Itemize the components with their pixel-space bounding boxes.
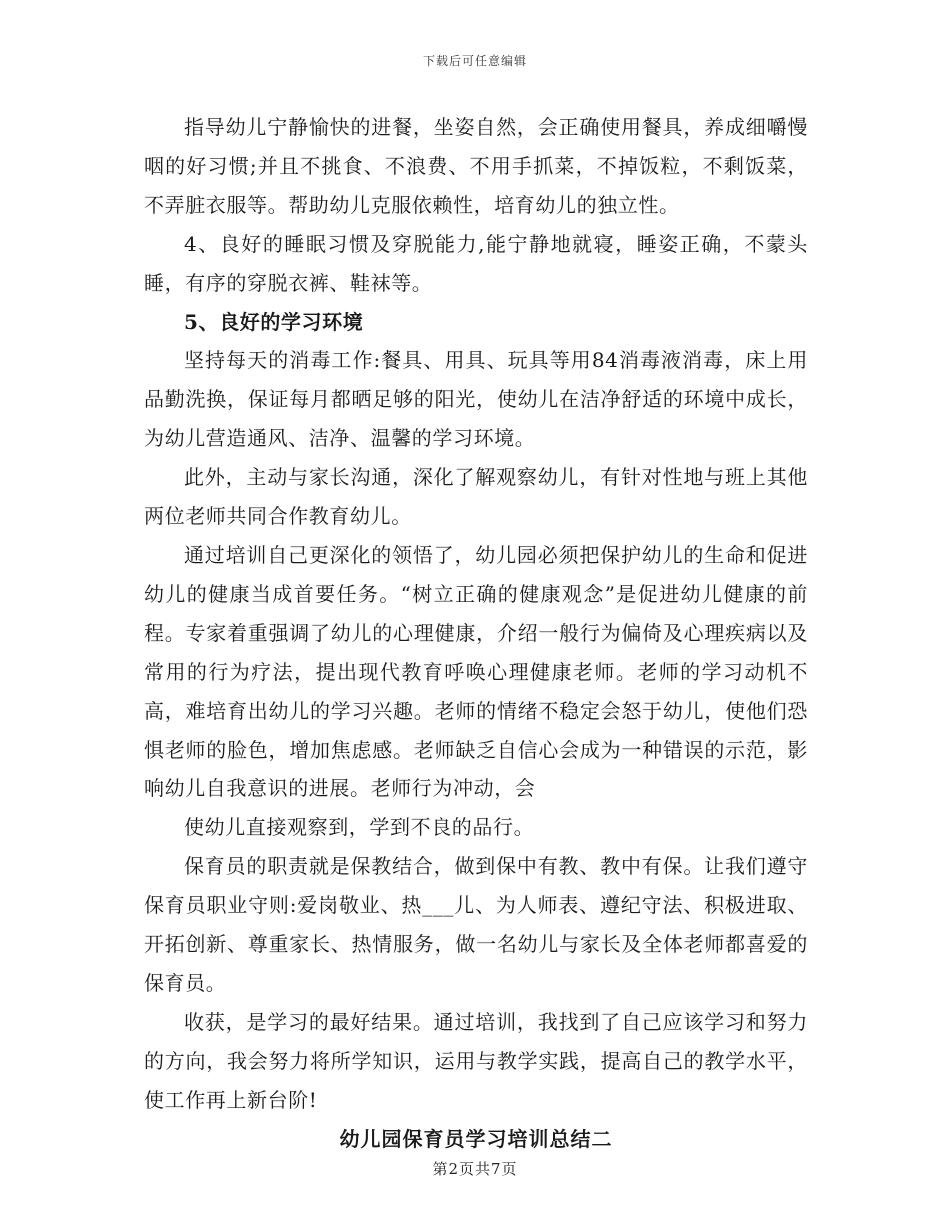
document-body [144,108,808,1158]
paragraph-disinfection: 坚持每天的消毒工作:餐具、用具、玩具等用84消毒液消毒，床上用品勤洗换，保证每月都晒足够的阳光，使幼儿在洁净舒适的环境中成长，为幼儿营造通风、洁净、温馨的学习环境。 [144,348,808,451]
paragraph-duties: 保育员的职责就是保教结合，做到保中有教、教中有保。让我们遵守保育员职业守则:爱岗敬业、热___儿、为人师表、遵纪守法、积极进取、开拓创新、尊重家长、热情服务，做一名幼儿与家长及全体老师都喜爱的保育员。 [144,854,808,995]
section-heading-learning-environment: 5、良好的学习环境 [184,309,364,334]
page-header: 下载后可任意编辑 [422,54,527,68]
paragraph-training-insights-continued: 使幼儿直接观察到，学到不良的品行。 [184,815,535,840]
paragraph-dining-habits: 指导幼儿宁静愉快的进餐，坐姿自然，会正确使用餐具，养成细嚼慢咽的好习惯;并且不挑食、不浪费、不用手抓菜，不掉饭粒，不剩饭菜，不弄脏衣服等。帮助幼儿克服依赖性，培育幼儿的独立性。 [144,115,808,217]
paragraph-conclusion: 收获，是学习的最好结果。通过培训，我找到了自己应该学习和努力的方向，我会努力将所学知识，运用与教学实践，提高自己的教学水平，使工作再上新台阶! [144,1009,808,1112]
page-number: 第2页共7页 [432,1160,518,1178]
paragraph-sleep-habits: 4、良好的睡眠习惯及穿脱能力,能宁静地就寝，睡姿正确，不蒙头睡，有序的穿脱衣裤、鞋袜等。 [144,231,808,295]
paragraph-training-insights: 通过培训自己更深化的领悟了，幼儿园必须把保护幼儿的生命和促进幼儿的健康当成首要任务。“树立正确的健康观念”是促进幼儿健康的前程。专家着重强调了幼儿的心理健康，介绍一般行为偏倚及心理疾病以及常用的行为疗法，提出现代教育呼唤心理健康老师。老师的学习动机不高，难培育出幼儿的学习兴趣。老师的情绪不稳定会怒于幼儿，使他们恐惧老师的脸色，增加焦虑感。老师缺乏自信心会成为一种错误的示范，影响幼儿自我意识的进展。老师行为冲动，会 [144,542,808,801]
section-title: 幼儿园保育员学习培训总结二 [339,1126,613,1151]
paragraph-parent-communication: 此外，主动与家长沟通，深化了解观察幼儿，有针对性地与班上其他两位老师共同合作教育幼儿。 [144,465,808,529]
